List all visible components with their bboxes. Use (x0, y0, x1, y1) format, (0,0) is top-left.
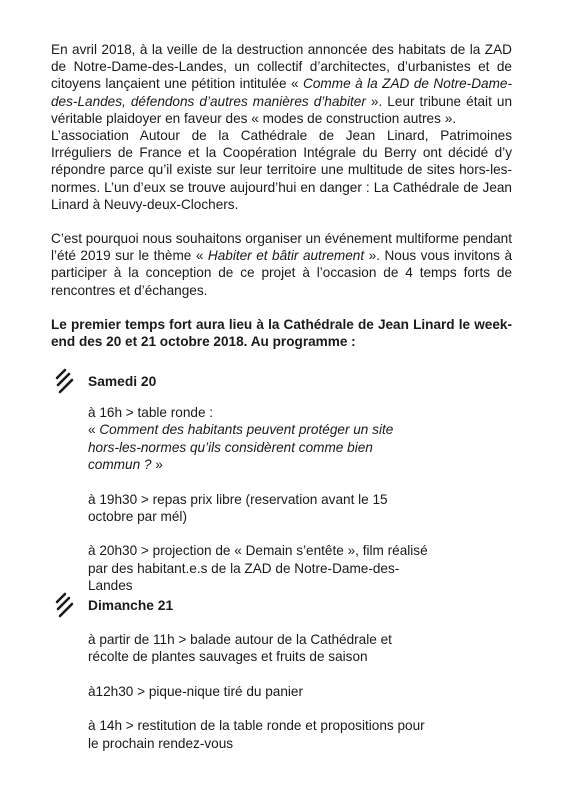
triple-slash-icon (54, 592, 80, 618)
petition-title: Comme à la ZAD de Notre-Dame-des-Landes, défendons d’autres manières d’habiter (51, 76, 512, 109)
event-screening: à 20h30 > projection de « Demain s’entête », film réalisé par des habitant.e.s de la ZAD de Notre-Dame-des-Landes (88, 543, 428, 594)
intro-p1-end: ». Leur tribune était un véritable plaidoyer en faveur des « modes de construction autres ». (51, 93, 512, 126)
event-roundtable (88, 404, 428, 474)
event-picnic: à12h30 > pique-nique tiré du panier (88, 683, 304, 699)
intro-paragraph-1 (51, 41, 512, 127)
quote-open: « (88, 422, 100, 438)
day-saturday (54, 368, 156, 394)
day-saturday-title: Samedi 20 (88, 373, 157, 389)
intro-text (51, 41, 512, 350)
sunday-events (88, 631, 428, 769)
roundtable-question: Comment des habitants peuvent protéger un site hors-les-normes qu’ils considèrent comme bien commun ? (88, 422, 394, 473)
triple-slash-icon (54, 368, 80, 394)
day-sunday (54, 592, 173, 618)
intro-paragraph-3 (51, 230, 512, 299)
intro-p3-start: C’est pourquoi nous souhaitons organiser un événement multiforme pendant l’été 2019 sur le thème « (51, 231, 512, 264)
intro-p1-start: En avril 2018, à la veille de la destruction annoncée des habitats de la ZAD de Notre-Dame-des-Landes, un collectif d’architectes, d’urbanistes et de citoyens lançaient une pétition intitulée « (51, 42, 512, 92)
theme-title: Habiter et bâtir autrement (207, 248, 365, 264)
program-announcement: Le premier temps fort aura lieu à la Cathédrale de Jean Linard le week-end des 20 et 21 octobre 2018. Au programme : (51, 316, 512, 350)
intro-p3-end: ». Nous vous invitons à participer à la conception de ce projet à l’occasion de 4 temps forts de rencontres et d’échanges. (51, 248, 513, 298)
event-dinner: à 19h30 > repas prix libre (reservation avant le 15 octobre par mél) (88, 491, 388, 525)
saturday-events (88, 404, 428, 612)
intro-paragraph-2: L’association Autour de la Cathédrale de Jean Linard, Patrimoines Irréguliers de France et la Coopération Intégrale du Berry ont décidé d’y répondre parce qu’il existe sur leur territoire une multitude de sites hors-les-normes. L’un d’eux se trouve aujourd’hui en danger : La Cathédrale de Jean Linard à Neuvy-deux-Clochers. (51, 128, 512, 212)
quote-close: » (151, 457, 163, 473)
event-walk: à partir de 11h > balade autour de la Cathédrale et récolte de plantes sauvages et fruits de saison (88, 632, 392, 665)
event-restitution: à 14h > restitution de la table ronde et propositions pour le prochain rendez-vous (88, 718, 425, 751)
day-sunday-title: Dimanche 21 (88, 597, 174, 613)
day-sunday-heading (54, 592, 173, 618)
day-saturday-heading (54, 368, 156, 394)
event-roundtable-time: à 16h > table ronde : (88, 405, 214, 420)
